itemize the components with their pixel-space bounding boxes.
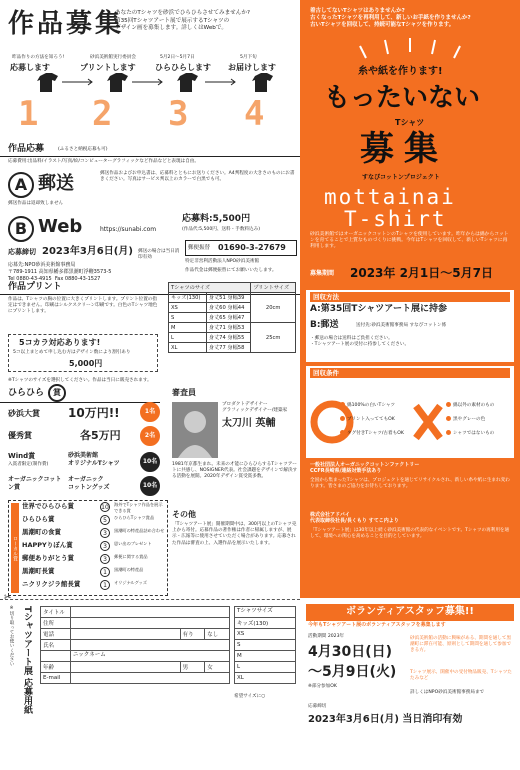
prize-desc: 黒潮町の特産品 xyxy=(114,567,144,572)
volunteer-heading: ボランティアスタッフ募集!! xyxy=(306,604,514,621)
prize-desc: 思い出のプレゼント xyxy=(114,541,152,546)
wind-prize-count: 10名 xyxy=(140,452,160,472)
prize-badge: 賞 xyxy=(48,384,66,402)
grand-prize-name: 砂浜大賞 xyxy=(8,409,40,418)
volunteer-period-1: 4月30日(日) xyxy=(308,644,393,660)
left-column xyxy=(0,0,300,598)
mail-label: 郵送 xyxy=(38,173,74,194)
size-table xyxy=(168,282,296,353)
transfer-label: 郵便振替 xyxy=(188,245,211,251)
wind-prize-name: Wind賞 xyxy=(8,452,36,460)
excellence-prize-amount: 各5万円 xyxy=(80,429,121,442)
volunteer-deadline: 2023年3月6日(月) 当日消印有効 xyxy=(308,714,463,725)
campaign-box xyxy=(8,334,158,372)
prize-name: 世界でひらひら賞 xyxy=(22,502,74,510)
table-row: S 身丈65 身幅47 xyxy=(169,313,296,323)
volunteer-period-note: ※部分参加OK xyxy=(308,684,337,689)
condition-label: 回収条件 xyxy=(310,368,510,378)
step2-number: 2 xyxy=(92,94,113,134)
deadline-note: 郵送の場合は当日消印有効 xyxy=(138,249,180,261)
table-row: M 身丈71 身幅53 25cm xyxy=(169,323,296,333)
prize-name: 郵便ありがとう賞 xyxy=(22,554,74,562)
catch-line-4: 募集 xyxy=(360,129,448,169)
form-size-table: Tシャツサイズ キッズ(130) XS S M L XL xyxy=(234,606,296,684)
size-check-note: 希望サイズに○ xyxy=(234,694,266,699)
form-side-title: Tシャツアート展 応募用紙 xyxy=(22,606,32,715)
prize-name: 黒潮町長賞 xyxy=(22,567,55,575)
badge-a: A xyxy=(8,172,34,198)
badge-b: B xyxy=(8,216,34,242)
size-option[interactable]: L xyxy=(235,662,296,673)
prize-desc: 黒潮町の特産品詰め合わせ xyxy=(114,528,165,533)
volunteer-period-2: 〜5月9日(火) xyxy=(308,664,397,680)
method-label: 回収方法 xyxy=(310,292,510,302)
campaign-sub: 5コ以上まとめて申し込む方はデザイン数により割引あり xyxy=(13,350,131,355)
step1-number: 1 xyxy=(18,94,39,134)
title-input[interactable] xyxy=(73,609,227,615)
method-b-label: B:郵送 xyxy=(310,320,339,330)
transfer-number: 01690-3-27679 xyxy=(218,243,286,252)
step2-label: プリントします xyxy=(80,63,136,72)
organic-prize-item: オーガニック コットングッズ xyxy=(68,476,110,491)
entry-fee-line: 応募費用:出品料/イラスト/写真/絵/コンピューターグラフィックなど作品などと表現は自由。 xyxy=(8,159,199,164)
wind-prize-item: 砂浜美術館 オリジナルTシャツ xyxy=(68,452,120,467)
judge-role: プロダクトデザイナー グラフィックデザイナー/建築家 xyxy=(222,402,288,414)
ok-item-3: タグ付きTシャツ/古着もOK xyxy=(340,430,404,437)
deadline-label: 応募締切 xyxy=(8,248,36,256)
partner-name: 一般社団法人オーガニックコットンファクトリー CCFR長崎県/連絡対策手法あり xyxy=(310,462,420,475)
volunteer-period-label: 活動期間 2023年 xyxy=(308,634,345,639)
page-title: 作品募集 xyxy=(8,9,125,39)
form-side-note: ※切り取ってお使いください xyxy=(9,606,14,667)
campaign-price: 5,000円 xyxy=(69,359,103,368)
prize-desc: 海外でTシャツ作品を展示できる賞 xyxy=(114,502,163,513)
wind-prize-sub: 入賞者限定(制作費) xyxy=(8,462,49,467)
prize-name: ひらひら賞 xyxy=(22,515,55,523)
step2-caption: 砂浜美術館実行委員会 xyxy=(90,55,136,60)
form-table: タイトル 住所 電話 有り なし 氏名 ニックネーム 年齢 男 女 E-mail xyxy=(40,606,230,684)
judge-name: 太刀川 英輔 xyxy=(222,418,276,429)
step4-caption: 5月下旬 xyxy=(240,55,257,60)
web-fee-note: (作品代:5,500円、送料・手数料込み) xyxy=(182,227,261,232)
volunteer-desc: 砂浜美術館の活動に興味がある、期間を通して黒潮町に滞在可能、原則として期間を通して参加できる方。 xyxy=(410,636,512,654)
print-notes: ※Tシャツのサイズを選択してください。作品は当日に販売されます。 xyxy=(8,378,152,383)
method-b: 送付先:砂浜美術館事務局 すなぴコットン係 xyxy=(356,323,447,328)
phone-input[interactable] xyxy=(73,631,178,637)
ng-item-2: 黒やグレーの色 xyxy=(446,416,485,423)
deadline-date: 2023年3月6日(月) xyxy=(42,246,133,257)
volunteer-deadline-label: 応募締切 xyxy=(308,704,327,709)
entry-heading-note: (ふるさと納税応募も可) xyxy=(58,147,108,152)
size-option[interactable]: M xyxy=(235,651,296,662)
grand-prize-amount: 10万円!! xyxy=(68,406,120,420)
judge-bio: 1981年京都生まれ。未来の才能にひらひらするTシャツアートに共感し、NOSIGNER代表。社会課題をデザインで解決する活動を展開。2020年デザイン賞受賞多数。 xyxy=(172,462,298,480)
step4-label: お届けします xyxy=(228,63,276,72)
project-name: すなぴコットンプロジェクト xyxy=(362,174,440,181)
catch-line-3: Tシャツ xyxy=(395,118,425,127)
company-body: 「Tシャツアート展」は30年以上続く砂浜美術館の代表的なイベントです。Tシャツの再利用を通して、環境への関心を高めることを目的としています。 xyxy=(310,528,510,540)
ok-item-1: 綿100%の白いTシャツ xyxy=(340,402,395,409)
prize-name: HAPPYりぼん賞 xyxy=(22,541,73,549)
table-row: XS 身丈60 身幅44 xyxy=(169,303,296,313)
volunteer-sub: 今年もTシャツアート展のボランティアスタッフを募集します xyxy=(308,622,446,628)
size-option[interactable]: S xyxy=(235,640,296,651)
application-form xyxy=(0,602,300,770)
size-option[interactable]: キッズ(130) xyxy=(235,618,296,629)
web-label: Web xyxy=(38,216,83,237)
entry-heading: 作品応募 xyxy=(8,144,45,154)
divider xyxy=(0,156,300,157)
divider xyxy=(0,402,160,403)
prize-heading: ひらひら xyxy=(8,388,45,398)
size-table-header-tshirt: Tシャツのサイズ xyxy=(169,283,251,293)
local-prize-label: ローカル賞 xyxy=(11,503,19,593)
step3-label: ひらひらします xyxy=(155,63,211,72)
table-row: キッズ(130) 身丈51 身幅39 20cm xyxy=(169,293,296,303)
volunteer-section xyxy=(300,600,520,770)
right-column xyxy=(300,0,520,598)
step4-number: 4 xyxy=(244,94,265,134)
prize-count: 1 xyxy=(100,567,110,577)
step3-caption: 5月2日〜5月7日 xyxy=(160,55,195,60)
scissors-icon: ✂ xyxy=(4,593,12,603)
print-heading: 作品プリント xyxy=(8,282,62,292)
age-input[interactable] xyxy=(73,664,178,670)
address-input[interactable] xyxy=(73,620,227,626)
entry-address: 応募先:NPO砂浜美術館事務局 〒789-1911 高知県幡多郡黒潮町浮鞭3573-5 Tel 0880-43-4915 Fax 0880-43-1527 xyxy=(8,262,112,282)
right-intro: 着古してないTシャツはありませんか? 古くなったTシャツを再利用して、新しいお手紙を作りませんか? 古いTシャツを回収して、持続可能なTシャツを作ります。 xyxy=(310,8,471,28)
volunteer-apply: 詳しくはNPO砂浜美術館事務局まで xyxy=(410,690,485,695)
prize-desc: 郵便に関する賞品 xyxy=(114,554,148,559)
size-option[interactable]: XS xyxy=(235,629,296,640)
other-heading: その他 xyxy=(172,510,196,519)
transfer-box xyxy=(185,240,297,256)
rays-decoration xyxy=(300,36,520,66)
organic-prize-count: 10名 xyxy=(140,476,160,496)
prize-name: 黒潮町の食賞 xyxy=(22,528,61,536)
prize-count: 3 xyxy=(100,554,110,564)
prize-count: 5 xyxy=(100,515,110,525)
print-body: 作品は、Tシャツの胸の位置に大きくプリントします。プリント位置の指定はできません。印刷はシルクスクリーン印刷です。白色のTシャツ地色にプリントします。 xyxy=(8,297,158,315)
catch-line-2: もったいない xyxy=(324,83,481,113)
volunteer-benefit: Tシャツ展示、開催中の受付物品販売、Tシャツたたみなど xyxy=(410,670,512,682)
excellence-prize-name: 優秀賞 xyxy=(8,431,32,440)
excellence-prize-count: 2名 xyxy=(140,426,160,446)
person-icon xyxy=(172,402,218,458)
other-body: 「Tシャツアート展」開催期間中は、300円以上のTシャツ売上から寄付。応募作品の著作権は作者に帰属しますが、展示・広報等に使用させていただく場合があります。応募された作品は審査の上、入選作品を展示いたします。 xyxy=(172,522,297,546)
table-row: XL 身丈77 身幅58 xyxy=(169,343,296,353)
company-name: 株式会社アドバイ 代表取締役社長/長くもり すてこ内より xyxy=(310,512,399,525)
cut-line xyxy=(0,599,300,600)
prize-count: 3 xyxy=(100,528,110,538)
partner-body: 全国から集まったTシャツは、プロジェクトを通じてリサイクルされ、新しい糸や紙に生まれ変わります。皆さまのご協力をお待ちしております。 xyxy=(310,478,510,490)
transfer-name: 特定非営利活動法人NPO砂浜美術館 xyxy=(185,259,260,264)
web-fee: 応募料:5,500円 xyxy=(182,214,251,224)
prize-desc: オリジナルグッズ xyxy=(114,580,147,585)
period-label: 募集期間 xyxy=(310,270,335,277)
judge-heading: 審査員 xyxy=(172,388,196,397)
mail-sub: 郵送作品は返却致しません xyxy=(8,201,64,206)
header-intro: あなたのTシャツを砂浜でひらひらさせてみませんか? 第35回Tシャツアート展で展示するTシャツの デザイン画を募集します。詳しくはWebで。 xyxy=(115,10,250,32)
method-a: A:第35回Tシャツアート展に持参 xyxy=(310,304,447,314)
pay-note: 作品代金は郵便振替にてお願いいたします。 xyxy=(185,268,277,273)
judge-photo xyxy=(172,402,218,458)
web-url-link[interactable]: https://sunabi.com xyxy=(100,226,157,233)
right-desc: 砂浜美術館ではオーガニックコットンのTシャツを使用しています。昨年からは綿からコットンを育てることで上質なものづくりに挑戦。今年はTシャツを回収して、新しいTシャツに再利用します。 xyxy=(310,232,509,249)
method-notes: ・郵送の場合は送料はご負担ください。 ・Tシャツアート展の受付に持参してください。 xyxy=(310,336,410,348)
email-input[interactable] xyxy=(73,675,227,681)
prize-count: 1 xyxy=(100,580,110,590)
name-input[interactable] xyxy=(73,642,227,648)
step3-number: 3 xyxy=(168,94,189,134)
logo-line-1: mottainai xyxy=(324,185,456,209)
logo-line-2: T-shirt xyxy=(344,207,447,231)
step1-caption: 昨品作りの方法を知ろう! xyxy=(12,55,65,60)
organic-prize-name: オーガニックコットン賞 xyxy=(8,476,62,491)
prize-count: 3 xyxy=(100,541,110,551)
method-box xyxy=(306,290,514,362)
ng-item-3: シャツではないもの xyxy=(446,430,494,437)
ng-item-1: 綿以外の素材のもの xyxy=(446,402,494,409)
campaign-title: 5コカラ対応あります! xyxy=(19,338,101,347)
ok-item-2: プリント入っててもOK xyxy=(340,416,395,423)
condition-box xyxy=(306,366,514,458)
tshirt-icons xyxy=(0,72,300,94)
step1-label: 応募します xyxy=(10,63,50,72)
grand-prize-count: 1名 xyxy=(140,402,160,422)
period-dates: 2023年 2月1日〜5月7日 xyxy=(350,266,493,280)
size-option[interactable]: XL xyxy=(235,673,296,684)
mail-note: 郵送作品およびお申込書は、応募料とともにお送りください。A4判程度の大きさのものにお書きください。写真はサービス判以上のカラーで白黒でも可。 xyxy=(100,171,295,183)
prize-name: ニクリクジラ館長賞 xyxy=(22,580,81,588)
table-row: L 身丈74 身幅55 xyxy=(169,333,296,343)
prize-desc: ひらひらTシャツ賞品 xyxy=(114,515,155,520)
catch-line-1: 糸や紙を作ります! xyxy=(358,66,443,77)
prize-count: 10 xyxy=(101,504,109,511)
size-table-header-print: プリントサイズ xyxy=(251,283,296,293)
